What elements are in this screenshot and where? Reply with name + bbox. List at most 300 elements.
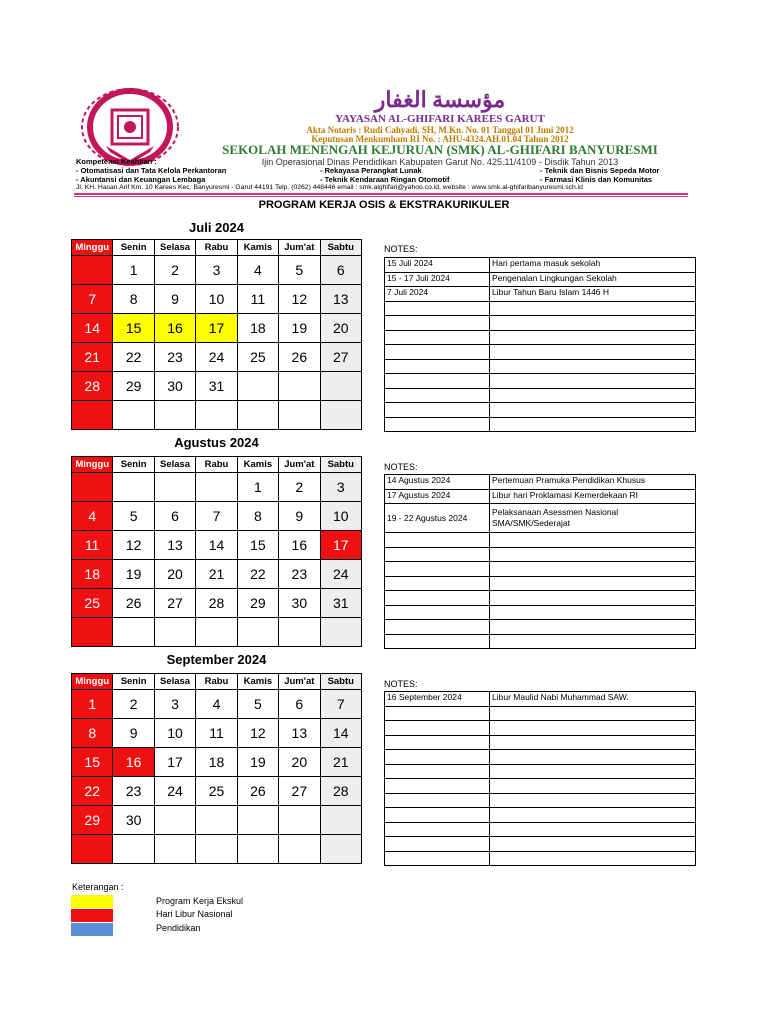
note-date (385, 779, 490, 794)
day-cell: 4 (196, 690, 237, 719)
day-cell (279, 806, 320, 835)
note-description (490, 345, 696, 360)
note-date (385, 706, 490, 721)
notes-table-agustus (384, 474, 696, 649)
day-header: Senin (113, 674, 154, 690)
day-header: Rabu (196, 674, 237, 690)
day-cell: 12 (113, 531, 154, 560)
day-cell: 30 (154, 372, 195, 401)
day-cell (154, 473, 195, 502)
day-cell: 31 (320, 589, 361, 618)
day-cell: 9 (113, 719, 154, 748)
note-row (385, 721, 696, 736)
day-cell: 29 (72, 806, 113, 835)
day-cell (237, 806, 278, 835)
day-header: Jum'at (279, 457, 320, 473)
week-row (72, 748, 362, 777)
day-cell: 23 (279, 560, 320, 589)
day-cell: 4 (72, 502, 113, 531)
header-divider (74, 193, 688, 195)
day-cell: 6 (320, 256, 361, 285)
note-date (385, 822, 490, 837)
day-cell (72, 835, 113, 864)
day-cell: 20 (279, 748, 320, 777)
notes-label: NOTES: (384, 679, 418, 689)
note-row (385, 620, 696, 635)
week-row (72, 777, 362, 806)
day-cell: 24 (196, 343, 237, 372)
day-cell (320, 618, 361, 647)
day-header: Minggu (72, 674, 113, 690)
note-date (385, 417, 490, 432)
day-cell: 28 (72, 372, 113, 401)
note-description (490, 735, 696, 750)
day-cell: 12 (279, 285, 320, 314)
day-header: Jum'at (279, 240, 320, 256)
note-row (385, 851, 696, 866)
legend-text: Hari Libur Nasional (156, 909, 233, 919)
week-row (72, 618, 362, 647)
day-cell: 3 (196, 256, 237, 285)
day-cell: 30 (113, 806, 154, 835)
note-date (385, 330, 490, 345)
week-row (72, 531, 362, 560)
note-date (385, 359, 490, 374)
day-cell (320, 372, 361, 401)
day-cell (72, 473, 113, 502)
note-date: 14 Agustus 2024 (385, 475, 490, 490)
day-cell: 9 (154, 285, 195, 314)
school-name: SEKOLAH MENENGAH KEJURUAN (SMK) AL-GHIFARI BANYURESMI (222, 142, 658, 157)
day-cell: 11 (72, 531, 113, 560)
day-cell: 1 (113, 256, 154, 285)
day-cell: 18 (72, 560, 113, 589)
day-cell: 26 (279, 343, 320, 372)
day-header: Jum'at (279, 674, 320, 690)
day-cell: 8 (72, 719, 113, 748)
day-cell: 11 (237, 285, 278, 314)
day-cell: 15 (72, 748, 113, 777)
note-date (385, 345, 490, 360)
note-row (385, 735, 696, 750)
week-row (72, 314, 362, 343)
week-row (72, 690, 362, 719)
day-cell (320, 835, 361, 864)
note-description (490, 634, 696, 649)
notes-table-juli (384, 257, 696, 432)
note-description: Libur Maulid Nabi Muhammad SAW. (490, 692, 696, 707)
note-date (385, 533, 490, 548)
day-cell: 7 (72, 285, 113, 314)
day-header: Sabtu (320, 674, 361, 690)
legend-swatch-ekskul (71, 895, 113, 908)
day-header: Senin (113, 457, 154, 473)
note-date (385, 591, 490, 606)
day-cell: 30 (279, 589, 320, 618)
notes-table-september (384, 691, 696, 866)
day-cell: 6 (279, 690, 320, 719)
legend-swatch-pendidikan (71, 923, 113, 936)
day-header: Sabtu (320, 240, 361, 256)
kompetensi-item: - Rekayasa Perangkat Lunak (320, 166, 422, 175)
week-row (72, 285, 362, 314)
day-cell: 27 (154, 589, 195, 618)
day-cell: 21 (72, 343, 113, 372)
note-date (385, 301, 490, 316)
note-date: 7 Juli 2024 (385, 287, 490, 302)
note-description: Hari pertama masuk sekolah (490, 258, 696, 273)
day-header: Minggu (72, 457, 113, 473)
note-row (385, 634, 696, 649)
day-cell (196, 473, 237, 502)
day-cell (154, 401, 195, 430)
operational-permit: Ijin Operasional Dinas Pendidikan Kabupaten Garut No. 425.11/4109 - Disdik Tahun 2013 (261, 157, 619, 167)
note-description (490, 750, 696, 765)
note-date (385, 721, 490, 736)
day-cell: 3 (154, 690, 195, 719)
day-cell (154, 618, 195, 647)
day-cell (279, 835, 320, 864)
note-row (385, 258, 696, 273)
day-cell: 19 (113, 560, 154, 589)
note-date: 16 September 2024 (385, 692, 490, 707)
day-cell: 18 (196, 748, 237, 777)
note-description (490, 851, 696, 866)
note-row (385, 562, 696, 577)
note-date (385, 576, 490, 591)
note-row (385, 764, 696, 779)
kompetensi-label: Kompetensi Keahlian : (76, 157, 157, 166)
day-cell: 10 (154, 719, 195, 748)
foundation-name: YAYASAN AL-GHIFARI KAREES GARUT (335, 113, 545, 125)
day-cell (113, 473, 154, 502)
note-description (490, 779, 696, 794)
kompetensi-item: - Akuntansi dan Keuangan Lembaga (76, 175, 206, 184)
day-cell: 13 (154, 531, 195, 560)
day-header: Rabu (196, 240, 237, 256)
day-cell: 16 (279, 531, 320, 560)
day-cell: 27 (320, 343, 361, 372)
note-date (385, 735, 490, 750)
day-cell: 10 (196, 285, 237, 314)
day-header: Kamis (237, 674, 278, 690)
note-description (490, 562, 696, 577)
day-cell (196, 618, 237, 647)
day-cell (154, 835, 195, 864)
day-cell: 16 (113, 748, 154, 777)
day-cell: 17 (320, 531, 361, 560)
note-date (385, 562, 490, 577)
day-header: Selasa (154, 457, 195, 473)
day-header: Sabtu (320, 457, 361, 473)
day-cell: 19 (279, 314, 320, 343)
day-cell: 3 (320, 473, 361, 502)
month-title: Agustus 2024 (174, 435, 259, 450)
day-cell: 22 (72, 777, 113, 806)
note-row (385, 403, 696, 418)
calendar-september (71, 673, 362, 864)
day-cell (279, 401, 320, 430)
month-title: Juli 2024 (189, 220, 244, 235)
day-cell: 7 (196, 502, 237, 531)
day-cell: 21 (196, 560, 237, 589)
note-description (490, 764, 696, 779)
week-row (72, 473, 362, 502)
note-description (490, 388, 696, 403)
week-row (72, 560, 362, 589)
notes-label: NOTES: (384, 244, 418, 254)
note-row (385, 345, 696, 360)
notes-label: NOTES: (384, 462, 418, 472)
week-row (72, 502, 362, 531)
day-header: Senin (113, 240, 154, 256)
day-header: Selasa (154, 674, 195, 690)
note-row (385, 779, 696, 794)
day-cell (279, 372, 320, 401)
note-description (490, 605, 696, 620)
note-row (385, 692, 696, 707)
note-row (385, 533, 696, 548)
day-cell: 26 (113, 589, 154, 618)
day-cell: 23 (113, 777, 154, 806)
day-cell: 20 (320, 314, 361, 343)
day-cell: 14 (72, 314, 113, 343)
day-cell: 1 (72, 690, 113, 719)
arabic-foundation-name: مؤسسة الغفار (374, 87, 506, 112)
day-cell: 23 (154, 343, 195, 372)
note-description: Libur hari Proklamasi Kemerdekaan RI (490, 489, 696, 504)
note-date (385, 620, 490, 635)
day-cell: 5 (113, 502, 154, 531)
note-description (490, 301, 696, 316)
day-cell (320, 806, 361, 835)
day-cell: 8 (237, 502, 278, 531)
note-description: Pertemuan Pramuka Pendidikan Khusus (490, 475, 696, 490)
note-description (490, 316, 696, 331)
header-divider (74, 196, 688, 197)
week-row (72, 256, 362, 285)
day-cell: 27 (279, 777, 320, 806)
week-row (72, 343, 362, 372)
note-description (490, 547, 696, 562)
note-row (385, 808, 696, 823)
note-row (385, 576, 696, 591)
day-cell: 28 (320, 777, 361, 806)
kompetensi-item: - Teknik Kendaraan Ringan Otomotif (320, 175, 450, 184)
notary-deed: Akta Notaris : Rudi Cahyadi, SH, M.Kn. No. 01 Tanggal 01 Juni 2012 (306, 125, 574, 135)
note-row (385, 489, 696, 504)
calendar-juli (71, 239, 362, 430)
legend-swatch-libur (71, 909, 113, 922)
note-row (385, 374, 696, 389)
day-cell: 4 (237, 256, 278, 285)
day-cell (72, 256, 113, 285)
day-cell (279, 618, 320, 647)
note-description (490, 403, 696, 418)
day-cell: 17 (196, 314, 237, 343)
day-header: Selasa (154, 240, 195, 256)
ministry-decree: Keputusan Menkumham RI No. : AHU-4324.AH.01.04 Tahun 2012 (311, 134, 569, 144)
note-date (385, 750, 490, 765)
day-cell: 24 (320, 560, 361, 589)
note-row (385, 359, 696, 374)
day-cell: 25 (237, 343, 278, 372)
day-cell (237, 835, 278, 864)
legend-label: Keterangan : (72, 882, 124, 892)
day-cell: 17 (154, 748, 195, 777)
week-row (72, 835, 362, 864)
week-row (72, 719, 362, 748)
note-description (490, 417, 696, 432)
note-date (385, 547, 490, 562)
day-cell (196, 835, 237, 864)
note-description (490, 721, 696, 736)
day-cell (196, 806, 237, 835)
note-description (490, 359, 696, 374)
day-cell: 9 (279, 502, 320, 531)
note-row (385, 605, 696, 620)
note-description (490, 808, 696, 823)
day-cell: 5 (279, 256, 320, 285)
day-cell (113, 835, 154, 864)
day-cell: 25 (72, 589, 113, 618)
note-date (385, 764, 490, 779)
note-date (385, 316, 490, 331)
kompetensi-item: - Otomatisasi dan Tata Kelola Perkantoran (76, 166, 227, 175)
note-date (385, 851, 490, 866)
calendar-agustus (71, 456, 362, 647)
week-row (72, 589, 362, 618)
day-cell: 19 (237, 748, 278, 777)
day-header: Minggu (72, 240, 113, 256)
note-date (385, 793, 490, 808)
note-description (490, 374, 696, 389)
day-cell: 6 (154, 502, 195, 531)
note-description (490, 591, 696, 606)
note-row (385, 822, 696, 837)
note-date: 17 Agustus 2024 (385, 489, 490, 504)
note-description (490, 706, 696, 721)
note-row (385, 301, 696, 316)
day-header: Kamis (237, 457, 278, 473)
note-date (385, 403, 490, 418)
note-row (385, 547, 696, 562)
day-cell (196, 401, 237, 430)
day-header: Rabu (196, 457, 237, 473)
day-cell: 26 (237, 777, 278, 806)
note-description: Pelaksanaan Asessmen Nasional SMA/SMK/Sederajat (490, 504, 696, 533)
day-cell: 13 (279, 719, 320, 748)
school-logo (80, 88, 180, 166)
day-cell: 1 (237, 473, 278, 502)
note-row (385, 750, 696, 765)
note-description (490, 576, 696, 591)
week-row (72, 372, 362, 401)
day-cell: 10 (320, 502, 361, 531)
day-cell: 18 (237, 314, 278, 343)
day-cell: 2 (113, 690, 154, 719)
week-row (72, 806, 362, 835)
day-cell (113, 618, 154, 647)
day-cell: 2 (154, 256, 195, 285)
note-date (385, 605, 490, 620)
note-description (490, 822, 696, 837)
day-cell: 11 (196, 719, 237, 748)
note-date: 15 Juli 2024 (385, 258, 490, 273)
note-date (385, 837, 490, 852)
school-address: Jl. KH. Hasan Arif Km. 10 Karees Kec. Banyuresmi - Garut 44191 Telp. (0262) 448446 email : smk.alghifari@yahoo.co.id, website : www.smk.al-ghifaribanyuresmi.sch.id (76, 184, 583, 191)
day-cell: 16 (154, 314, 195, 343)
day-cell: 29 (237, 589, 278, 618)
kompetensi-item: - Farmasi Klinis dan Komunitas (540, 175, 653, 184)
day-cell: 21 (320, 748, 361, 777)
note-row (385, 504, 696, 533)
program-title: PROGRAM KERJA OSIS & EKSTRAKURIKULER (258, 199, 510, 211)
note-description (490, 837, 696, 852)
week-row (72, 401, 362, 430)
day-cell: 14 (320, 719, 361, 748)
day-header: Kamis (237, 240, 278, 256)
day-cell: 8 (113, 285, 154, 314)
day-cell: 15 (113, 314, 154, 343)
day-cell (72, 401, 113, 430)
note-date (385, 634, 490, 649)
note-description (490, 330, 696, 345)
day-cell: 14 (196, 531, 237, 560)
day-cell (320, 401, 361, 430)
note-row (385, 330, 696, 345)
day-cell: 31 (196, 372, 237, 401)
note-description (490, 793, 696, 808)
day-cell: 15 (237, 531, 278, 560)
legend-text: Pendidikan (156, 923, 201, 933)
note-date: 19 - 22 Agustus 2024 (385, 504, 490, 533)
kompetensi-item: - Teknik dan Bisnis Sepeda Motor (540, 166, 660, 175)
note-date (385, 808, 490, 823)
note-row (385, 417, 696, 432)
note-row (385, 388, 696, 403)
note-date (385, 374, 490, 389)
note-date: 15 - 17 Juli 2024 (385, 272, 490, 287)
day-cell (72, 618, 113, 647)
day-cell: 20 (154, 560, 195, 589)
day-cell: 13 (320, 285, 361, 314)
day-cell (237, 401, 278, 430)
note-date (385, 388, 490, 403)
note-row (385, 793, 696, 808)
note-row (385, 272, 696, 287)
note-row (385, 706, 696, 721)
legend-text: Program Kerja Ekskul (156, 896, 244, 906)
note-description (490, 620, 696, 635)
note-row (385, 475, 696, 490)
day-cell (113, 401, 154, 430)
day-cell (237, 618, 278, 647)
day-cell: 25 (196, 777, 237, 806)
day-cell: 7 (320, 690, 361, 719)
day-cell (237, 372, 278, 401)
day-cell: 2 (279, 473, 320, 502)
day-cell: 24 (154, 777, 195, 806)
note-row (385, 287, 696, 302)
note-row (385, 591, 696, 606)
day-cell: 22 (113, 343, 154, 372)
note-description (490, 533, 696, 548)
note-description: Pengenalan Lingkungan Sekolah (490, 272, 696, 287)
month-title: September 2024 (166, 652, 267, 667)
day-cell: 22 (237, 560, 278, 589)
note-row (385, 837, 696, 852)
